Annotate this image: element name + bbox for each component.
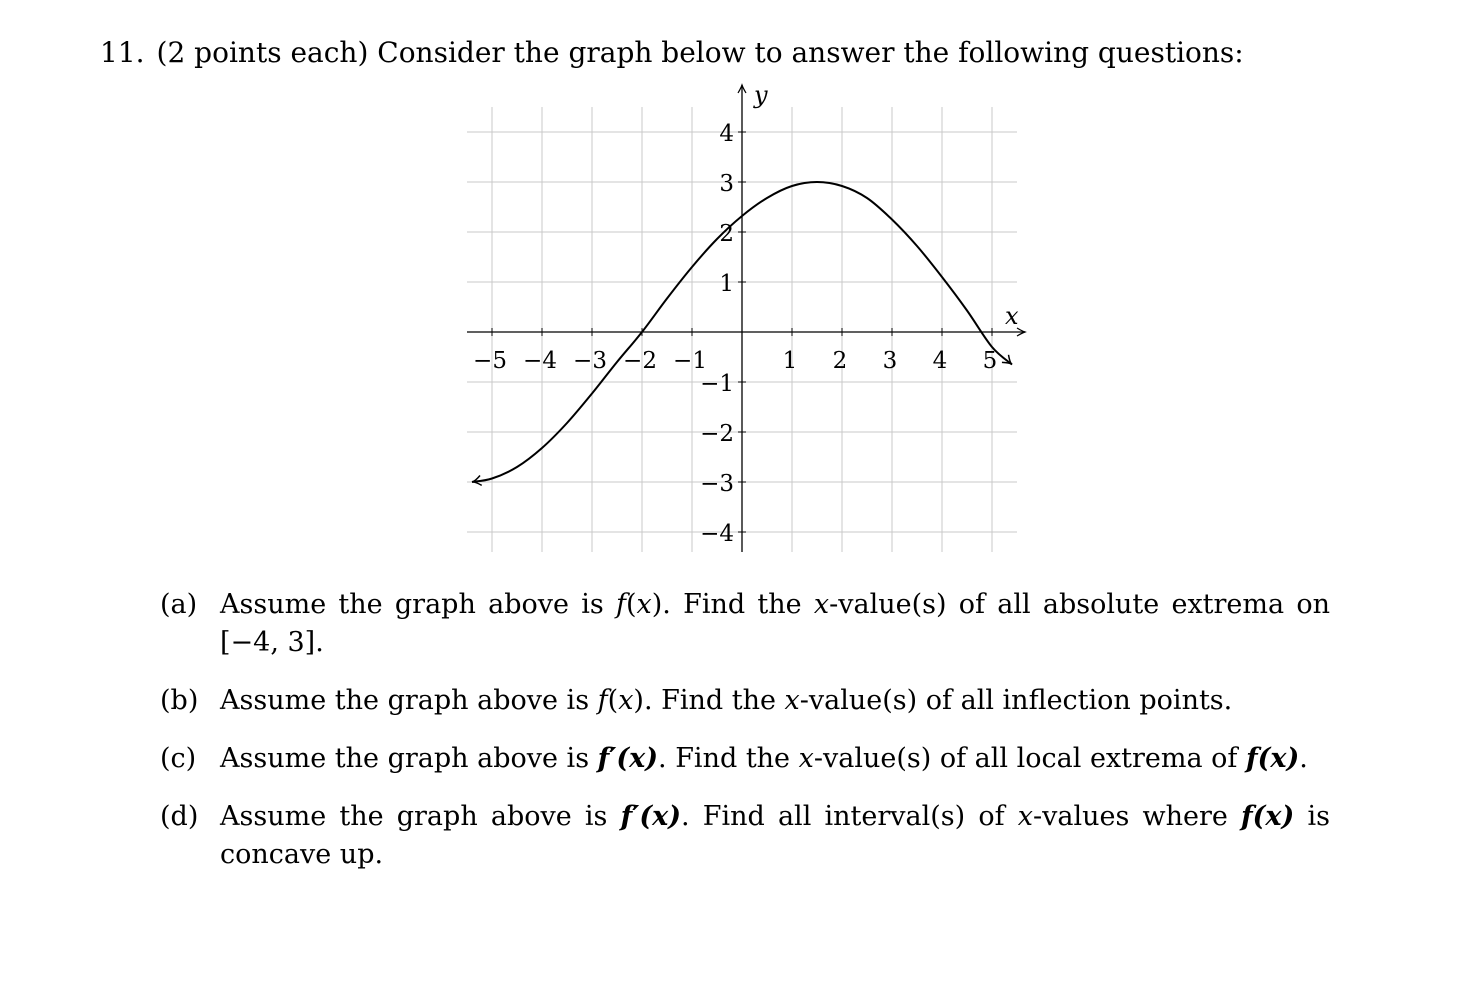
text-segment: ). Find the bbox=[651, 589, 814, 620]
y-tick-label: −1 bbox=[700, 371, 734, 397]
math-segment: f bbox=[597, 685, 608, 716]
y-tick-label: 4 bbox=[719, 121, 734, 147]
text-segment: -value(s) of all local extrema of bbox=[813, 743, 1247, 774]
x-tick-label: 4 bbox=[932, 348, 948, 374]
y-axis-label: y bbox=[754, 81, 768, 109]
text-segment: . Find the bbox=[658, 743, 799, 774]
x-tick-label: −5 bbox=[473, 348, 507, 374]
x-tick-label: −2 bbox=[623, 348, 657, 374]
text-segment: -value(s) of all inflection points. bbox=[799, 685, 1233, 716]
x-tick-label: 5 bbox=[982, 348, 998, 374]
x-tick-label: 3 bbox=[882, 348, 898, 374]
question-part-label: (c) bbox=[160, 743, 197, 774]
text-segment: Assume the graph above is bbox=[220, 743, 598, 774]
text-segment: ( bbox=[625, 589, 637, 620]
x-tick-label: 2 bbox=[832, 348, 848, 374]
question-part-text bbox=[220, 798, 1330, 874]
x-axis-label: x bbox=[1005, 302, 1019, 330]
question-part bbox=[160, 586, 1330, 662]
math-segment: f(x) bbox=[1246, 743, 1300, 774]
question-part bbox=[160, 740, 1330, 778]
math-segment: x bbox=[798, 743, 814, 774]
problem-header-text: (2 points each) Consider the graph below to answer the following questions: bbox=[156, 36, 1244, 69]
math-segment: x bbox=[1017, 801, 1033, 832]
problem-number: 11. bbox=[100, 36, 145, 69]
x-tick-label: 1 bbox=[782, 348, 798, 374]
x-tick-label: −3 bbox=[573, 348, 607, 374]
y-tick-label: 3 bbox=[719, 171, 734, 197]
y-tick-label: −3 bbox=[700, 471, 734, 497]
question-part-text bbox=[220, 740, 1330, 778]
text-segment: Assume the graph above is bbox=[220, 589, 616, 620]
math-segment: x bbox=[618, 685, 634, 716]
math-segment: x bbox=[813, 589, 830, 620]
math-segment: x bbox=[784, 685, 800, 716]
math-segment: f′(x) bbox=[597, 743, 659, 774]
x-tick-label: −1 bbox=[673, 348, 707, 374]
question-part bbox=[160, 798, 1330, 874]
x-tick-label: −4 bbox=[523, 348, 557, 374]
question-part-label: (b) bbox=[160, 685, 199, 716]
y-tick-label: −2 bbox=[700, 421, 734, 447]
text-segment: -values where bbox=[1033, 801, 1242, 832]
text-segment: ( bbox=[607, 685, 619, 716]
y-tick-label: 2 bbox=[719, 221, 734, 247]
text-segment: is concave up. bbox=[220, 801, 1330, 870]
text-segment: ). Find the bbox=[633, 685, 785, 716]
math-segment: f bbox=[615, 589, 626, 620]
question-part-text bbox=[220, 586, 1330, 662]
question-part bbox=[160, 682, 1330, 720]
math-segment: f′(x) bbox=[620, 801, 681, 832]
y-tick-label: 1 bbox=[719, 271, 734, 297]
text-segment: . Find all interval(s) of bbox=[680, 801, 1018, 832]
text-segment: Assume the graph above is bbox=[220, 801, 621, 832]
y-tick-label: −4 bbox=[700, 521, 734, 547]
question-part-label: (d) bbox=[160, 801, 199, 832]
math-segment: f(x) bbox=[1241, 801, 1295, 832]
text-segment: . bbox=[1299, 743, 1308, 774]
text-segment: -value(s) of all absolute extrema on [−4, 3]. bbox=[220, 589, 1330, 658]
math-segment: x bbox=[636, 589, 652, 620]
question-parts bbox=[160, 586, 1330, 894]
question-part-text bbox=[220, 682, 1330, 720]
text-segment: Assume the graph above is bbox=[220, 685, 598, 716]
question-part-label: (a) bbox=[160, 589, 198, 620]
